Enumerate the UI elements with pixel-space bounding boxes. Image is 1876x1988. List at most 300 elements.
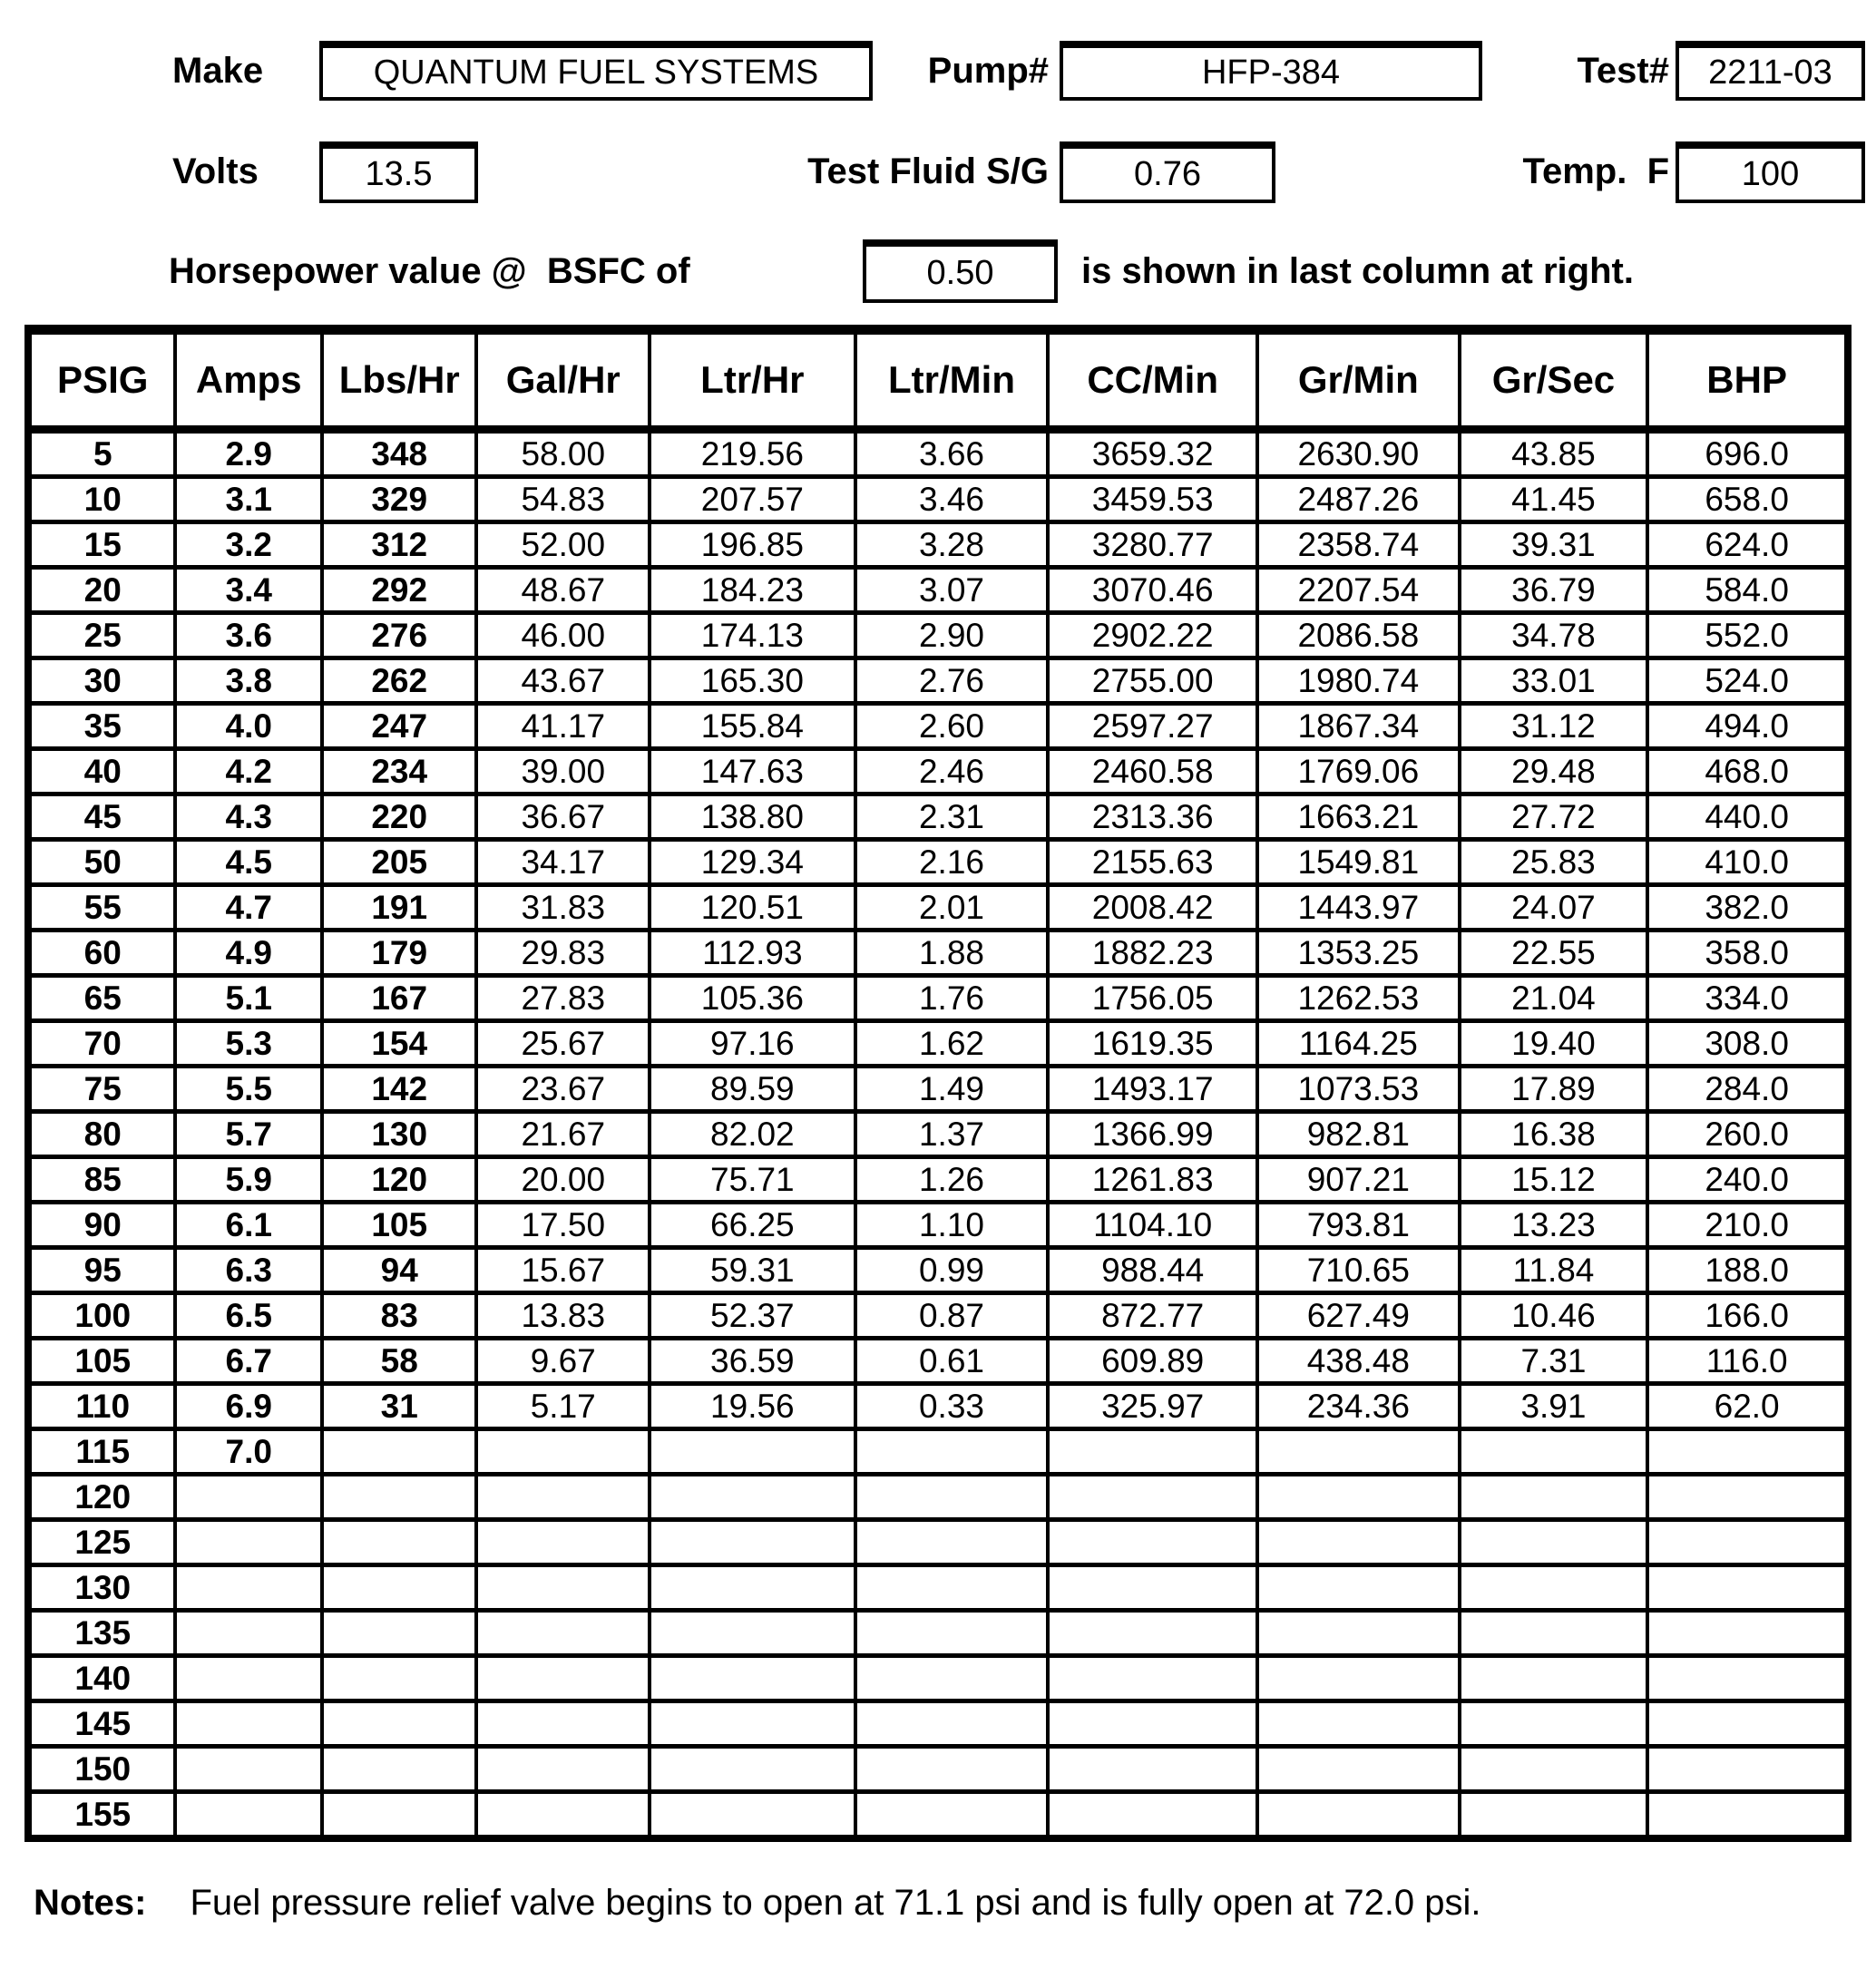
table-cell: 1164.25: [1257, 1021, 1460, 1067]
table-cell: [1257, 1475, 1460, 1520]
table-cell: [1460, 1792, 1648, 1839]
table-cell: [322, 1520, 477, 1565]
table-cell: 3280.77: [1048, 522, 1257, 568]
table-cell: 220: [322, 794, 477, 840]
table-row: [28, 840, 1848, 885]
table-cell: [1048, 1520, 1257, 1565]
table-row: [28, 477, 1848, 522]
column-header-ltr-min: Ltr/Min: [855, 330, 1049, 430]
table-cell: 3.6: [175, 613, 321, 658]
table-cell: 262: [322, 658, 477, 704]
table-cell: [1647, 1565, 1848, 1611]
table-cell: 9.67: [476, 1339, 650, 1384]
table-cell: 696.0: [1647, 430, 1848, 477]
table-cell: [476, 1701, 650, 1747]
table-cell: [175, 1701, 321, 1747]
table-cell: 6.3: [175, 1248, 321, 1293]
table-cell: 1619.35: [1048, 1021, 1257, 1067]
table-cell: 308.0: [1647, 1021, 1848, 1067]
table-cell: [322, 1611, 477, 1656]
table-cell: 6.1: [175, 1203, 321, 1248]
table-cell: 62.0: [1647, 1384, 1848, 1429]
table-cell: 1549.81: [1257, 840, 1460, 885]
table-cell: [1460, 1429, 1648, 1475]
table-cell: 312: [322, 522, 477, 568]
table-cell: [476, 1565, 650, 1611]
make-field: QUANTUM FUEL SYSTEMS: [319, 41, 873, 101]
table-cell: [1257, 1611, 1460, 1656]
table-cell: 1353.25: [1257, 931, 1460, 976]
table-cell: 66.25: [650, 1203, 855, 1248]
table-cell: 97.16: [650, 1021, 855, 1067]
table-cell: [650, 1656, 855, 1701]
table-cell: 1663.21: [1257, 794, 1460, 840]
table-row: [28, 1701, 1848, 1747]
table-cell: 147.63: [650, 749, 855, 794]
table-cell: 3.2: [175, 522, 321, 568]
table-cell: 2755.00: [1048, 658, 1257, 704]
table-cell: 325.97: [1048, 1384, 1257, 1429]
table-cell: [1647, 1520, 1848, 1565]
table-cell: 2086.58: [1257, 613, 1460, 658]
table-cell: 20.00: [476, 1157, 650, 1203]
table-cell: [476, 1429, 650, 1475]
table-cell: 2460.58: [1048, 749, 1257, 794]
table-cell: 48.67: [476, 568, 650, 613]
table-cell: [476, 1656, 650, 1701]
column-header-gr-sec: Gr/Sec: [1460, 330, 1648, 430]
table-cell: 58: [322, 1339, 477, 1384]
table-cell: 4.5: [175, 840, 321, 885]
table-cell: [855, 1611, 1049, 1656]
table-cell: 2597.27: [1048, 704, 1257, 749]
table-cell: 196.85: [650, 522, 855, 568]
table-cell: 17.89: [1460, 1067, 1648, 1112]
table-cell: [650, 1565, 855, 1611]
table-cell: 4.7: [175, 885, 321, 931]
table-cell: 1.49: [855, 1067, 1049, 1112]
table-cell: [322, 1747, 477, 1792]
table-cell: 2.46: [855, 749, 1049, 794]
table-cell: 30: [28, 658, 175, 704]
table-cell: 154: [322, 1021, 477, 1067]
table-cell: 43.67: [476, 658, 650, 704]
table-cell: 4.2: [175, 749, 321, 794]
table-cell: [855, 1429, 1049, 1475]
table-cell: 4.9: [175, 931, 321, 976]
table-cell: [1257, 1565, 1460, 1611]
table-cell: 1366.99: [1048, 1112, 1257, 1157]
table-cell: [322, 1565, 477, 1611]
table-cell: 292: [322, 568, 477, 613]
table-row: [28, 1384, 1848, 1429]
table-cell: [322, 1701, 477, 1747]
table-cell: 3.66: [855, 430, 1049, 477]
table-row: [28, 1747, 1848, 1792]
table-cell: [650, 1701, 855, 1747]
table-cell: 10: [28, 477, 175, 522]
table-cell: 2008.42: [1048, 885, 1257, 931]
table-cell: 410.0: [1647, 840, 1848, 885]
table-cell: 210.0: [1647, 1203, 1848, 1248]
table-cell: 1980.74: [1257, 658, 1460, 704]
table-cell: [1460, 1520, 1648, 1565]
table-cell: 6.5: [175, 1293, 321, 1339]
table-cell: 348: [322, 430, 477, 477]
column-header-lbs-hr: Lbs/Hr: [322, 330, 477, 430]
table-cell: 116.0: [1647, 1339, 1848, 1384]
table-row: [28, 1157, 1848, 1203]
column-header-gal-hr: Gal/Hr: [476, 330, 650, 430]
table-cell: [175, 1565, 321, 1611]
table-cell: [1048, 1792, 1257, 1839]
table-cell: 1073.53: [1257, 1067, 1460, 1112]
table-cell: 0.61: [855, 1339, 1049, 1384]
table-cell: 988.44: [1048, 1248, 1257, 1293]
table-cell: 188.0: [1647, 1248, 1848, 1293]
volts-label: Volts: [172, 151, 259, 191]
table-cell: 2902.22: [1048, 613, 1257, 658]
table-cell: 438.48: [1257, 1339, 1460, 1384]
table-cell: 7.0: [175, 1429, 321, 1475]
table-cell: 21.04: [1460, 976, 1648, 1021]
table-cell: 3070.46: [1048, 568, 1257, 613]
table-cell: [650, 1429, 855, 1475]
table-cell: [1257, 1656, 1460, 1701]
table-cell: 872.77: [1048, 1293, 1257, 1339]
table-cell: 205: [322, 840, 477, 885]
table-cell: 54.83: [476, 477, 650, 522]
table-cell: 31.12: [1460, 704, 1648, 749]
table-cell: [650, 1792, 855, 1839]
table-cell: 89.59: [650, 1067, 855, 1112]
table-row: [28, 1429, 1848, 1475]
table-cell: 1769.06: [1257, 749, 1460, 794]
table-cell: [855, 1747, 1049, 1792]
notes-line: [34, 1879, 1839, 1926]
test-number-field: 2211-03: [1676, 41, 1865, 101]
table-cell: 59.31: [650, 1248, 855, 1293]
table-cell: [1257, 1701, 1460, 1747]
table-cell: 5.3: [175, 1021, 321, 1067]
table-cell: 105: [322, 1203, 477, 1248]
horsepower-line-prefix: Horsepower value @ BSFC of: [169, 251, 690, 291]
table-cell: 52.37: [650, 1293, 855, 1339]
table-cell: 21.67: [476, 1112, 650, 1157]
table-cell: [1647, 1429, 1848, 1475]
table-cell: [476, 1475, 650, 1520]
table-cell: 174.13: [650, 613, 855, 658]
table-cell: 167: [322, 976, 477, 1021]
horsepower-line-suffix: is shown in last column at right.: [1081, 251, 1634, 291]
table-cell: 5.9: [175, 1157, 321, 1203]
make-label: Make: [172, 51, 264, 91]
table-cell: 150: [28, 1747, 175, 1792]
table-cell: 793.81: [1257, 1203, 1460, 1248]
table-cell: [175, 1656, 321, 1701]
table-cell: 130: [322, 1112, 477, 1157]
table-cell: [476, 1792, 650, 1839]
table-cell: 15.12: [1460, 1157, 1648, 1203]
table-cell: 1.26: [855, 1157, 1049, 1203]
table-cell: 45: [28, 794, 175, 840]
table-cell: 135: [28, 1611, 175, 1656]
table-row: [28, 1339, 1848, 1384]
table-cell: 240.0: [1647, 1157, 1848, 1203]
table-cell: 20: [28, 568, 175, 613]
table-cell: 2487.26: [1257, 477, 1460, 522]
table-cell: 219.56: [650, 430, 855, 477]
table-cell: 120.51: [650, 885, 855, 931]
table-cell: 2630.90: [1257, 430, 1460, 477]
table-cell: 17.50: [476, 1203, 650, 1248]
table-cell: 358.0: [1647, 931, 1848, 976]
table-cell: 0.99: [855, 1248, 1049, 1293]
table-cell: 39.00: [476, 749, 650, 794]
table-cell: [322, 1429, 477, 1475]
column-header-bhp: BHP: [1647, 330, 1848, 430]
table-cell: 184.23: [650, 568, 855, 613]
table-row: [28, 794, 1848, 840]
table-cell: 329: [322, 477, 477, 522]
table-cell: 95: [28, 1248, 175, 1293]
table-cell: [1460, 1701, 1648, 1747]
table-cell: 138.80: [650, 794, 855, 840]
table-cell: 94: [322, 1248, 477, 1293]
table-cell: 260.0: [1647, 1112, 1848, 1157]
table-cell: 155: [28, 1792, 175, 1839]
table-cell: 1867.34: [1257, 704, 1460, 749]
temp-f-label: Temp. F: [1522, 151, 1669, 191]
table-cell: 112.93: [650, 931, 855, 976]
table-row: [28, 1203, 1848, 1248]
table-cell: 15: [28, 522, 175, 568]
table-cell: 3.4: [175, 568, 321, 613]
table-cell: 1.88: [855, 931, 1049, 976]
table-cell: 2.90: [855, 613, 1049, 658]
table-row: [28, 568, 1848, 613]
bsfc-field: 0.50: [863, 239, 1058, 303]
table-row: [28, 522, 1848, 568]
table-cell: [1257, 1520, 1460, 1565]
table-cell: 22.55: [1460, 931, 1648, 976]
table-cell: 129.34: [650, 840, 855, 885]
table-row: [28, 885, 1848, 931]
column-header-psig: PSIG: [28, 330, 175, 430]
table-cell: 41.45: [1460, 477, 1648, 522]
table-cell: 1.62: [855, 1021, 1049, 1067]
table-cell: 29.48: [1460, 749, 1648, 794]
table-cell: 120: [322, 1157, 477, 1203]
table-cell: 100: [28, 1293, 175, 1339]
table-cell: 27.72: [1460, 794, 1648, 840]
table-cell: [1257, 1747, 1460, 1792]
table-cell: 41.17: [476, 704, 650, 749]
test-fluid-sg-field: 0.76: [1060, 141, 1275, 203]
notes-label: Notes:: [34, 1883, 147, 1923]
table-cell: 3459.53: [1048, 477, 1257, 522]
table-cell: [1048, 1429, 1257, 1475]
table-row: [28, 1611, 1848, 1656]
table-cell: 658.0: [1647, 477, 1848, 522]
table-cell: 0.33: [855, 1384, 1049, 1429]
table-header-row: [28, 330, 1848, 430]
table-cell: 5.7: [175, 1112, 321, 1157]
table-cell: [476, 1520, 650, 1565]
column-header-cc-min: CC/Min: [1048, 330, 1257, 430]
table-cell: 2207.54: [1257, 568, 1460, 613]
table-cell: [322, 1475, 477, 1520]
table-row: [28, 658, 1848, 704]
table-cell: 120: [28, 1475, 175, 1520]
table-row: [28, 749, 1848, 794]
table-cell: [650, 1747, 855, 1792]
table-cell: 115: [28, 1429, 175, 1475]
table-cell: 6.7: [175, 1339, 321, 1384]
pump-number-label: Pump#: [927, 51, 1049, 91]
table-cell: 2358.74: [1257, 522, 1460, 568]
table-cell: [855, 1475, 1049, 1520]
table-cell: 1.10: [855, 1203, 1049, 1248]
table-cell: [175, 1747, 321, 1792]
test-fluid-sg-label: Test Fluid S/G: [807, 151, 1049, 191]
column-header-gr-min: Gr/Min: [1257, 330, 1460, 430]
table-cell: 3.1: [175, 477, 321, 522]
table-cell: 105: [28, 1339, 175, 1384]
table-cell: 5.1: [175, 976, 321, 1021]
table-cell: 82.02: [650, 1112, 855, 1157]
table-cell: 25.67: [476, 1021, 650, 1067]
table-cell: 5.5: [175, 1067, 321, 1112]
table-cell: 3.8: [175, 658, 321, 704]
table-cell: 382.0: [1647, 885, 1848, 931]
table-cell: 982.81: [1257, 1112, 1460, 1157]
table-cell: 70: [28, 1021, 175, 1067]
table-cell: [1647, 1475, 1848, 1520]
pump-number-field: HFP-384: [1060, 41, 1482, 101]
table-cell: 2.60: [855, 704, 1049, 749]
table-cell: 36.79: [1460, 568, 1648, 613]
table-cell: 624.0: [1647, 522, 1848, 568]
table-cell: 24.07: [1460, 885, 1648, 931]
table-cell: 16.38: [1460, 1112, 1648, 1157]
table-cell: 1882.23: [1048, 931, 1257, 976]
table-cell: 29.83: [476, 931, 650, 976]
table-cell: [1048, 1565, 1257, 1611]
table-row: [28, 1067, 1848, 1112]
table-cell: 1262.53: [1257, 976, 1460, 1021]
table-row: [28, 1021, 1848, 1067]
table-cell: [650, 1520, 855, 1565]
table-cell: [1048, 1475, 1257, 1520]
table-cell: 2.01: [855, 885, 1049, 931]
table-cell: 3.28: [855, 522, 1049, 568]
table-row: [28, 1520, 1848, 1565]
table-cell: [855, 1565, 1049, 1611]
table-cell: 334.0: [1647, 976, 1848, 1021]
table-cell: 627.49: [1257, 1293, 1460, 1339]
table-cell: 10.46: [1460, 1293, 1648, 1339]
table-cell: 2.76: [855, 658, 1049, 704]
table-cell: [175, 1792, 321, 1839]
table-cell: 4.0: [175, 704, 321, 749]
table-cell: 36.59: [650, 1339, 855, 1384]
table-cell: 3659.32: [1048, 430, 1257, 477]
table-cell: [1048, 1747, 1257, 1792]
table-cell: 7.31: [1460, 1339, 1648, 1384]
table-cell: 50: [28, 840, 175, 885]
table-cell: [1647, 1611, 1848, 1656]
table-cell: 166.0: [1647, 1293, 1848, 1339]
table-cell: 1443.97: [1257, 885, 1460, 931]
table-cell: 234.36: [1257, 1384, 1460, 1429]
table-cell: 65: [28, 976, 175, 1021]
table-cell: 165.30: [650, 658, 855, 704]
table-cell: 19.56: [650, 1384, 855, 1429]
table-cell: 31: [322, 1384, 477, 1429]
table-cell: 2.16: [855, 840, 1049, 885]
table-cell: 19.40: [1460, 1021, 1648, 1067]
table-cell: 11.84: [1460, 1248, 1648, 1293]
table-cell: 145: [28, 1701, 175, 1747]
table-cell: 584.0: [1647, 568, 1848, 613]
table-cell: 552.0: [1647, 613, 1848, 658]
table-cell: 75.71: [650, 1157, 855, 1203]
table-cell: 80: [28, 1112, 175, 1157]
table-cell: 247: [322, 704, 477, 749]
table-cell: 5: [28, 430, 175, 477]
table-cell: 105.36: [650, 976, 855, 1021]
table-cell: 140: [28, 1656, 175, 1701]
table-cell: 0.87: [855, 1293, 1049, 1339]
table-cell: 58.00: [476, 430, 650, 477]
table-cell: [1647, 1792, 1848, 1839]
table-cell: 2.9: [175, 430, 321, 477]
table-cell: [1257, 1792, 1460, 1839]
table-cell: [1647, 1747, 1848, 1792]
table-cell: [1048, 1656, 1257, 1701]
table-cell: 2155.63: [1048, 840, 1257, 885]
table-cell: 35: [28, 704, 175, 749]
temp-f-field: 100: [1676, 141, 1865, 203]
table-cell: 52.00: [476, 522, 650, 568]
table-cell: 609.89: [1048, 1339, 1257, 1384]
table-cell: 142: [322, 1067, 477, 1112]
table-cell: 907.21: [1257, 1157, 1460, 1203]
table-cell: [175, 1520, 321, 1565]
table-cell: 276: [322, 613, 477, 658]
table-cell: 1493.17: [1048, 1067, 1257, 1112]
table-cell: 40: [28, 749, 175, 794]
test-number-label: Test#: [1577, 51, 1669, 91]
table-row: [28, 1248, 1848, 1293]
table-cell: 3.91: [1460, 1384, 1648, 1429]
table-cell: [1460, 1475, 1648, 1520]
table-row: [28, 704, 1848, 749]
table-cell: [1460, 1565, 1648, 1611]
table-cell: [650, 1475, 855, 1520]
table-row: [28, 931, 1848, 976]
column-header-amps: Amps: [175, 330, 321, 430]
table-cell: 468.0: [1647, 749, 1848, 794]
column-header-ltr-hr: Ltr/Hr: [650, 330, 855, 430]
table-row: [28, 1293, 1848, 1339]
table-cell: [855, 1701, 1049, 1747]
table-cell: [1647, 1656, 1848, 1701]
table-cell: [855, 1792, 1049, 1839]
table-cell: 179: [322, 931, 477, 976]
table-cell: 5.17: [476, 1384, 650, 1429]
